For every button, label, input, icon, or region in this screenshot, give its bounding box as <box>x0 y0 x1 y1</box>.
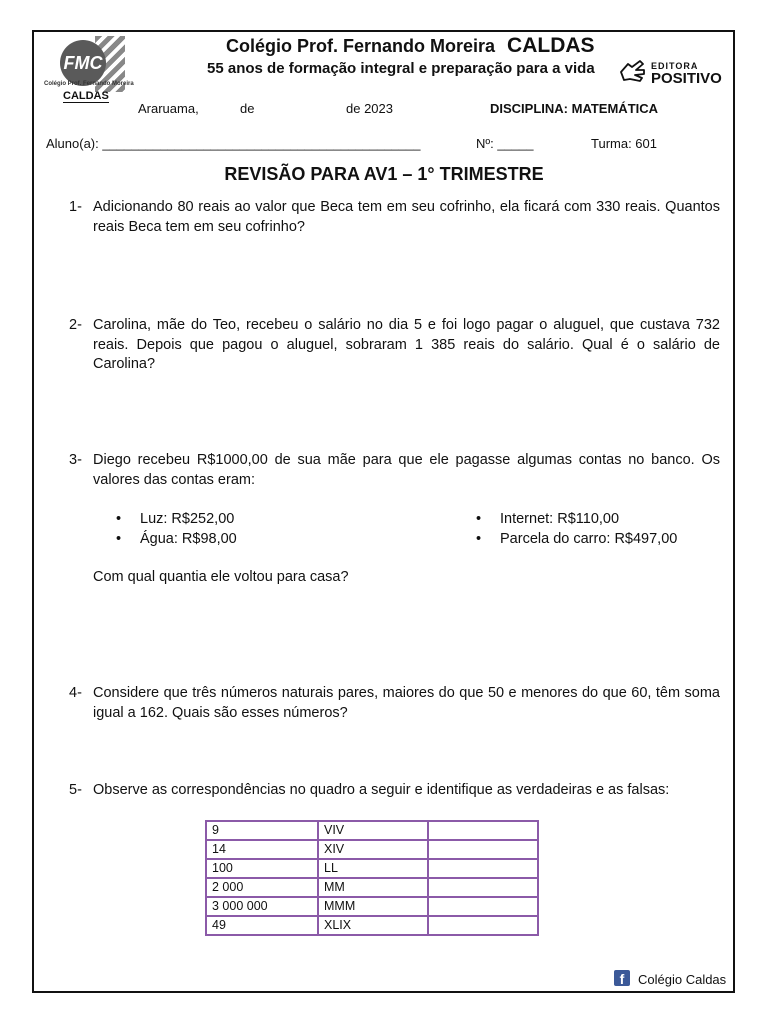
question-number: 1- <box>69 199 82 215</box>
table-cell: 49 <box>206 916 318 935</box>
table-row <box>206 821 538 840</box>
list-item: • Parcela do carro: R$497,00 <box>476 529 677 549</box>
date-de-1: de <box>240 101 255 116</box>
question-number: 5- <box>69 782 82 798</box>
table-cell <box>428 916 538 935</box>
list-item: • Luz: R$252,00 <box>116 509 237 529</box>
footer-social-label: Colégio Caldas <box>638 972 727 987</box>
student-name-field: Aluno(a): ____________________________________________ <box>46 136 421 151</box>
student-number-field: Nº: _____ <box>476 136 534 151</box>
table-cell: MMM <box>318 897 428 916</box>
question-text: Observe as correspondências no quadro a seguir e identifique as verdadeiras e as falsas: <box>93 782 670 798</box>
question-followup: Com qual quantia ele voltou para casa? <box>93 569 349 585</box>
list-item: • Água: R$98,00 <box>116 529 237 549</box>
table-cell: 3 000 000 <box>206 897 318 916</box>
page-title: REVISÃO PARA AV1 – 1° TRIMESTRE <box>224 164 544 184</box>
facebook-icon: f <box>614 970 630 986</box>
question-text: Adicionando 80 reais ao valor que Beca tem em seu cofrinho, ela ficará com 330 reais. Quantos reais Beca tem em seu cofrinho? <box>93 199 720 235</box>
table-cell: VIV <box>318 821 428 840</box>
question-number: 4- <box>69 685 82 701</box>
table-cell <box>428 821 538 840</box>
table-row <box>206 916 538 935</box>
table-row <box>206 878 538 897</box>
table-cell: 2 000 <box>206 878 318 897</box>
disciplina-label: DISCIPLINA: MATEMÁTICA <box>490 101 659 116</box>
logo-subtitle: Colégio Prof. Fernando Moreira <box>44 81 134 87</box>
editora-label: EDITORA <box>651 61 699 71</box>
table-cell: XIV <box>318 840 428 859</box>
table-cell <box>428 859 538 878</box>
date-year: de 2023 <box>346 101 393 116</box>
bill-list-left <box>116 509 237 549</box>
table-cell: MM <box>318 878 428 897</box>
question-number: 3- <box>69 452 82 468</box>
question-text: Diego recebeu R$1000,00 de sua mãe para que ele pagasse algumas contas no banco. Os valores das contas eram: <box>93 452 720 488</box>
tagline: 55 anos de formação integral e preparação para a vida <box>207 60 595 77</box>
list-item: • Internet: R$110,00 <box>476 509 677 529</box>
logo-caldas: CALDAS <box>63 90 109 102</box>
school-logo: FMC <box>60 40 106 86</box>
table-cell: 100 <box>206 859 318 878</box>
table-cell: 9 <box>206 821 318 840</box>
table-cell: XLIX <box>318 916 428 935</box>
table-cell: LL <box>318 859 428 878</box>
editora-hand-icon <box>618 58 648 84</box>
table-row <box>206 897 538 916</box>
editora-name: POSITIVO <box>651 70 722 87</box>
question-text: Carolina, mãe do Teo, recebeu o salário no dia 5 e foi logo pagar o aluguel, que custava 732 reais. Depois que pagou o aluguel, sobraram 1 385 reais do salário. Qual é o salário de Carolina? <box>93 317 720 372</box>
table-row <box>206 840 538 859</box>
table-cell <box>428 878 538 897</box>
bill-list-right <box>476 509 677 549</box>
roman-numeral-table <box>205 820 539 936</box>
question-text: Considere que três números naturais pares, maiores do que 50 e menores do que 60, têm soma igual a 162. Quais são esses números? <box>93 685 720 721</box>
class-label: Turma: 601 <box>591 136 657 151</box>
table-cell: 14 <box>206 840 318 859</box>
table-row <box>206 859 538 878</box>
school-name: Colégio Prof. Fernando Moreira CALDAS <box>226 34 595 57</box>
city-label: Araruama, <box>138 101 199 116</box>
question-number: 2- <box>69 317 82 333</box>
table-cell <box>428 897 538 916</box>
table-cell <box>428 840 538 859</box>
